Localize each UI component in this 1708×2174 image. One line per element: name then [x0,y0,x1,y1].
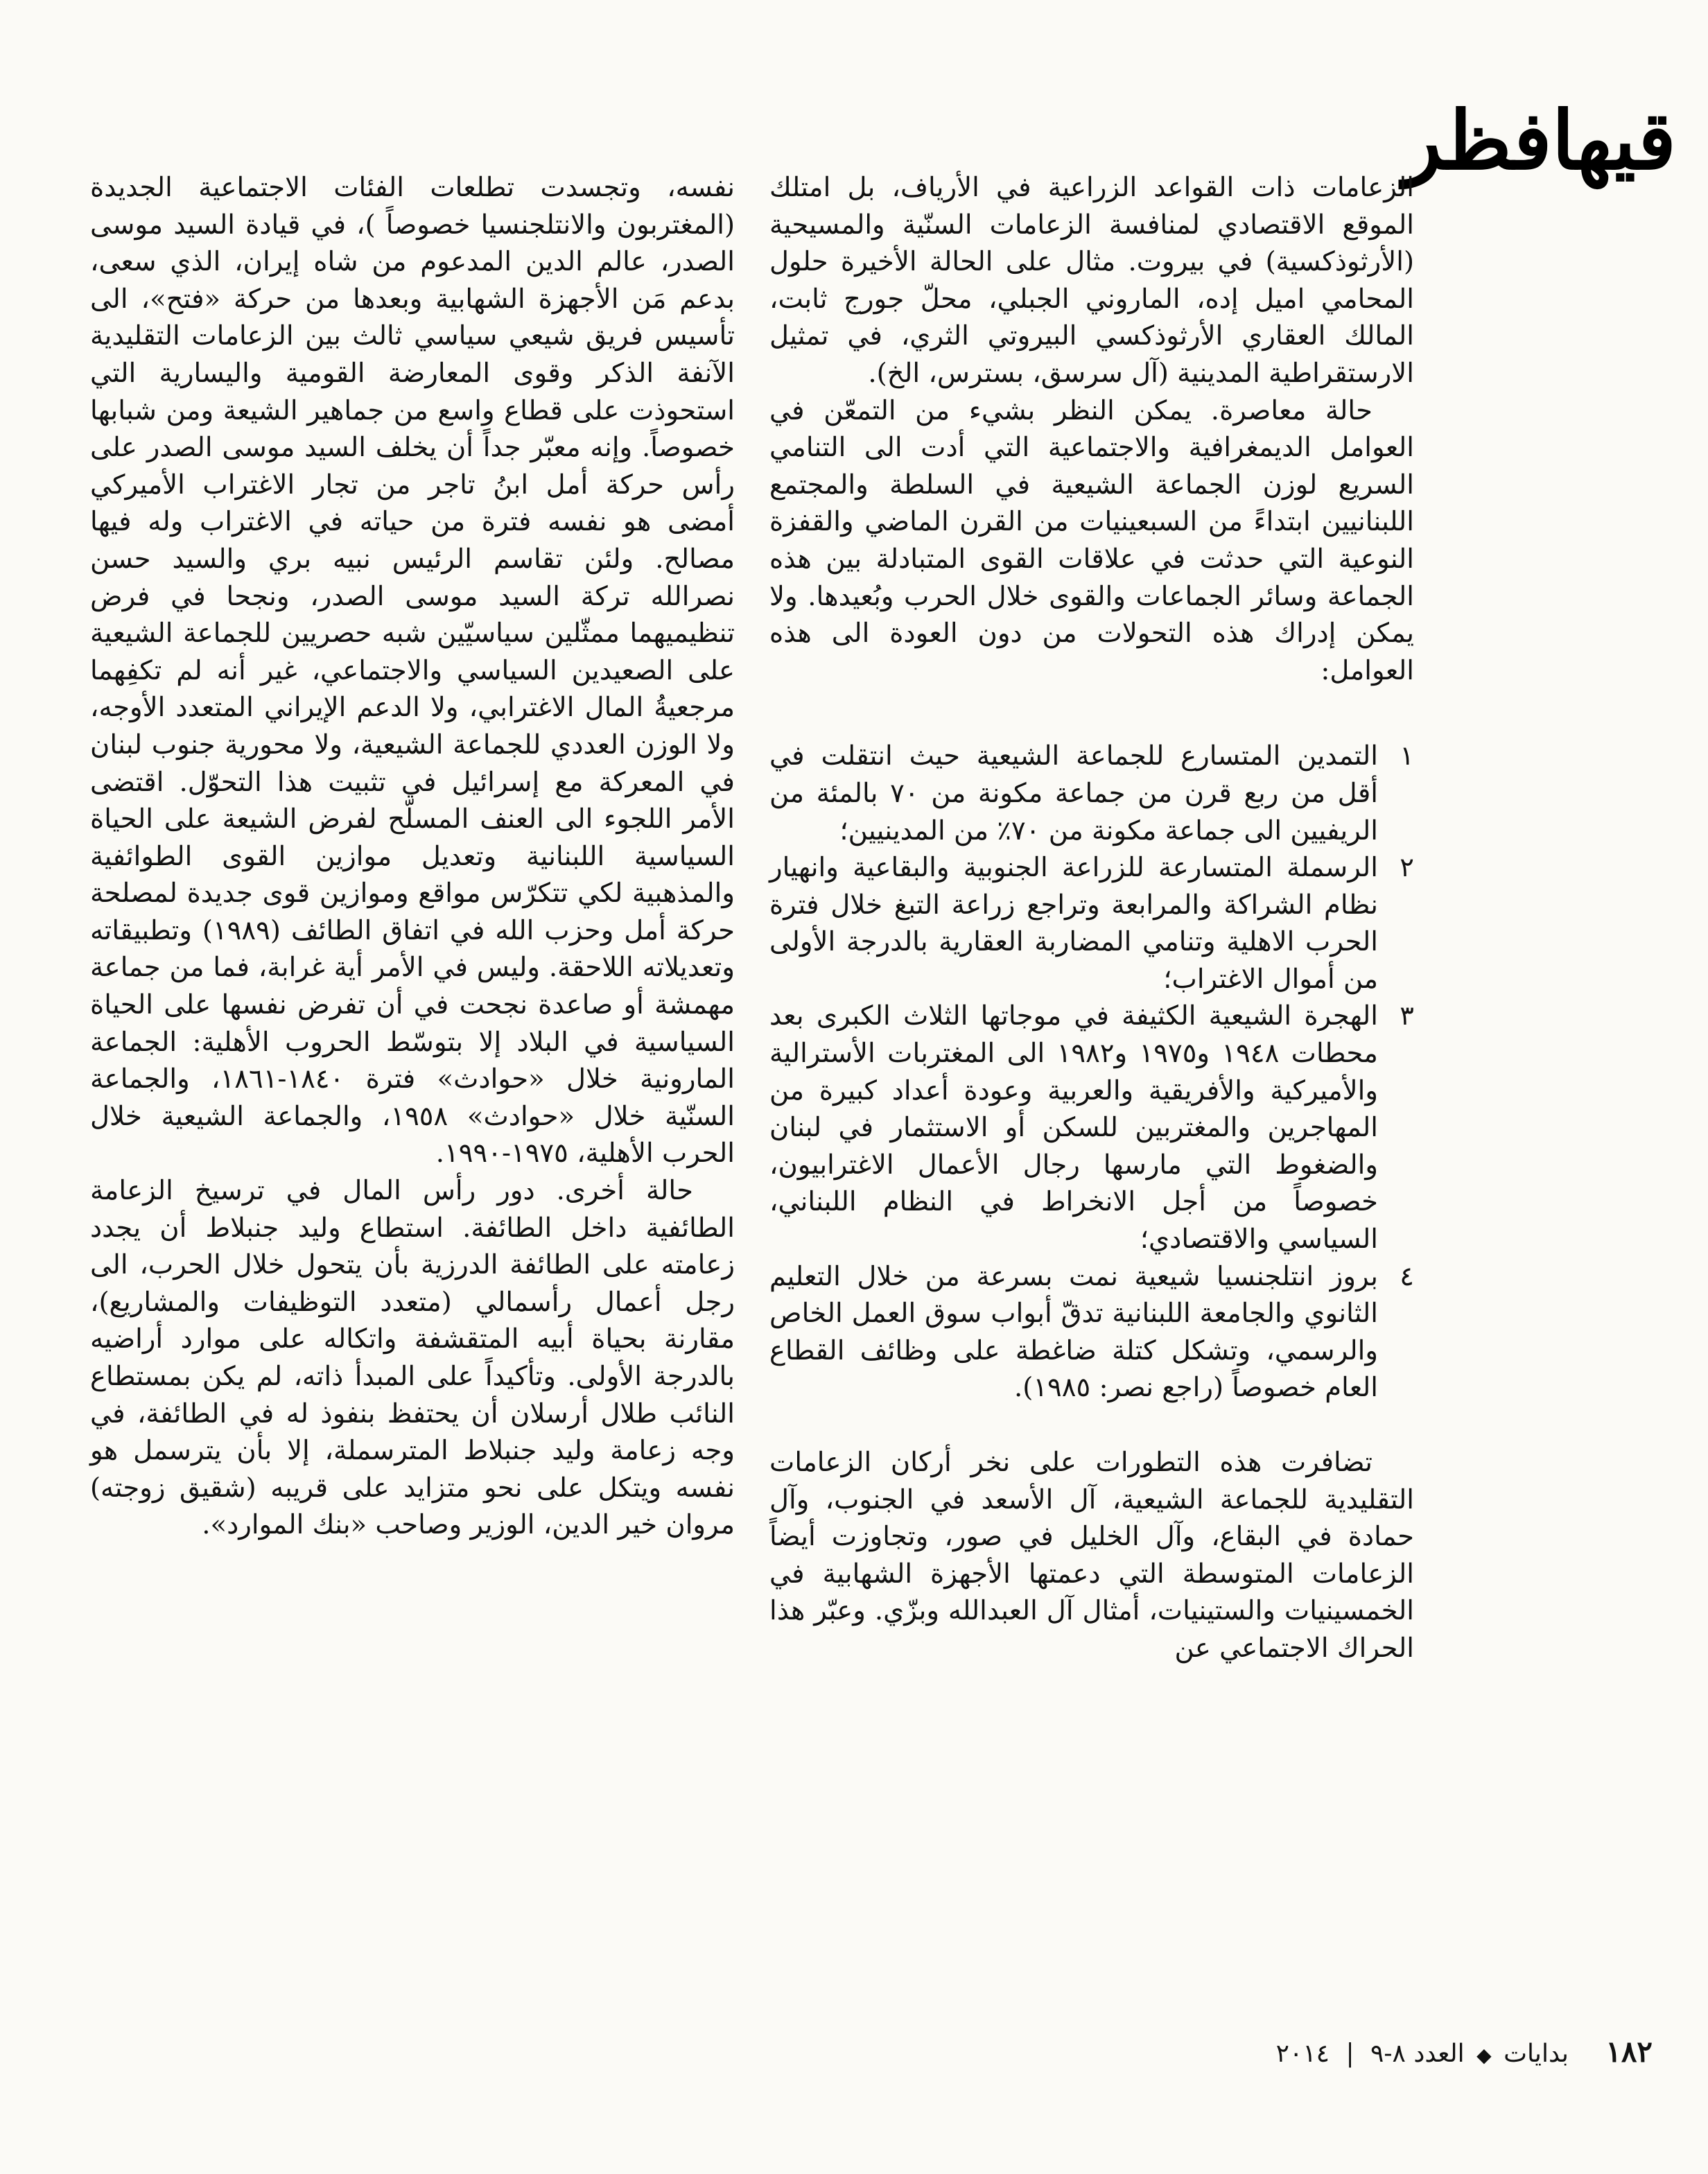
list-number: ٤ [1400,1260,1414,1292]
footer-separator: | [1345,2040,1354,2068]
list-item [769,998,1414,1258]
masthead-logo: قيهافظر [1403,94,1676,188]
list-item-text: التمدين المتسارع للجماعة الشيعية حيث انتقلت في أقل من ربع قرن من جماعة مكونة من ٧٠ بالمئة من الريفيين الى جماعة مكونة من ٧٠٪ من المدينيين؛ [769,740,1378,846]
article-column-left [90,169,735,1544]
paragraph: نفسه، وتجسدت تطلعات الفئات الاجتماعية الجديدة (المغتربون والانتلجنسيا خصوصاً )، في قيادة السيد موسى الصدر، عالم الدين المدعوم من شاه إيران، الذي سعى، بدعم مَن الأجهزة الشهابية وبعدها من حركة «فتح»، الى تأسيس فريق شيعي سياسي ثالث بين الزعامات التقليدية الآنفة الذكر وقوى المعارضة القومية واليسارية التي استحوذت على قطاع واسع من جماهير الشيعة ومن شبابها خصوصاً. وإنه معبّر جداً أن يخلف السيد موسى الصدر على رأس حركة أمل ابنُ تاجر من تجار الاغتراب الأميركي أمضى هو نفسه فترة من حياته في الاغتراب وله فيها مصالح. ولئن تقاسم الرئيس نبيه بري والسيد حسن نصرالله تركة السيد موسى الصدر، ونجحا في فرض تنظيميهما ممثّلين سياسيّين شبه حصريين للجماعة الشيعية على الصعيدين السياسي والاجتماعي، غير أنه لم تكفِهما مرجعيةُ المال الاغترابي، ولا الدعم الإيراني المتعدد الأوجه، ولا الوزن العددي للجماعة الشيعية، ولا محورية جنوب لبنان في المعركة مع إسرائيل في تثبيت هذا التحوّل. اقتضى الأمر اللجوء الى العنف المسلّح لفرض الشيعة على الحياة السياسية اللبنانية وتعديل موازين القوى الطوائفية والمذهبية لكي تتكرّس مواقع وموازين قوى جديدة لمصلحة حركة أمل وحزب الله في اتفاق الطائف (١٩٨٩) وتطبيقاته وتعديلاته اللاحقة. وليس في الأمر أية غرابة، فما من جماعة مهمشة أو صاعدة نجحت في أن تفرض نفسها على الحياة السياسية في البلاد إلا بتوسّط الحروب الأهلية: الجماعة المارونية خلال «حوادث» فترة ١٨٤٠-١٨٦١، والجماعة السنّية خلال «حوادث» ١٩٥٨، والجماعة الشيعية خلال الحرب الأهلية، ١٩٧٥-١٩٩٠. [90,172,735,1169]
paragraph: حالة معاصرة. يمكن النظر بشيء من التمعّن في العوامل الديمغرافية والاجتماعية التي أدت الى التنامي السريع لوزن الجماعة الشيعية في السلطة والمجتمع اللبنانيين ابتداءً من السبعينيات من القرن الماضي والقفزة النوعية التي حدثت في علاقات القوى المتبادلة بين هذه الجماعة وسائر الجماعات والقوى خلال الحرب وبُعيدها. ولا يمكن إدراك هذه التحولات من دون العودة الى هذه العوامل: [769,394,1414,686]
list-item [769,849,1414,998]
page-footer [1276,2035,1653,2072]
paragraph: حالة أخرى. دور رأس المال في ترسيخ الزعامة الطائفية داخل الطائفة. استطاع وليد جنبلاط أن يجدد زعامته على الطائفة الدرزية بأن يتحول خلال الحرب، الى رجل أعمال رأسمالي (متعدد التوظيفات والمشاريع)، مقارنة بحياة أبيه المتقشفة واتكاله على موارد أراضيه بالدرجة الأولى. وتأكيداً على المبدأ ذاته، لم يكن بمستطاع النائب طلال أرسلان أن يحتفظ بنفوذ له في الطائفة، في وجه زعامة وليد جنبلاط المترسملة، إلا بأن يترسمل هو نفسه ويتكل على نحو متزايد على قريبه (شقيق زوجته) مروان خير الدين، الوزير وصاحب «بنك الموارد». [90,1175,735,1541]
journal-name: بدايات [1504,2040,1569,2068]
list-item [769,1258,1414,1407]
diamond-icon: ◆ [1476,2044,1492,2067]
list-number: ٣ [1400,1000,1414,1032]
page-number: ١٨٢ [1605,2035,1653,2069]
list-item-text: الهجرة الشيعية الكثيفة في موجاتها الثلاث الكبرى بعد محطات ١٩٤٨ و١٩٧٥ و١٩٨٢ الى المغتربات الأسترالية والأميركية والأفريقية والعربية وعودة أعداد كبيرة من المهاجرين والمغتربين للسكن أو الاستثمار في لبنان والضغوط التي مارسها رجال الأعمال الاغترابيون، خصوصاً من أجل الانخراط في النظام اللبناني، السياسي والاقتصادي؛ [769,1000,1378,1255]
numbered-list [769,738,1414,1407]
issue-year: ٢٠١٤ [1275,2040,1330,2068]
paragraph: تضافرت هذه التطورات على نخر أركان الزعامات التقليدية للجماعة الشيعية، آل الأسعد في الجنوب، وآل حمادة في البقاع، وآل الخليل في صور، وتجاوزت أيضاً الزعامات المتوسطة التي دعمتها الأجهزة الشهابية في الخمسينيات والستينيات، أمثال آل العبدالله وبزّي. وعبّر هذا الحراك الاجتماعي عن [769,1447,1414,1664]
list-item [769,738,1414,849]
list-item-text: بروز انتلجنسيا شيعية نمت بسرعة من خلال التعليم الثانوي والجامعة اللبنانية تدقّ أبواب سوق العمل الخاص والرسمي، وتشكل كتلة ضاغطة على وظائف القطاع العام خصوصاً (راجع نصر: ١٩٨٥). [769,1260,1378,1404]
list-number: ١ [1400,740,1414,772]
list-number: ٢ [1400,852,1414,884]
issue-label: العدد ٨-٩ [1370,2040,1465,2068]
article-column-right [769,169,1414,1667]
paragraph: الزعامات ذات القواعد الزراعية في الأرياف، بل امتلك الموقع الاقتصادي لمنافسة الزعامات السنّية والمسيحية (الأرثوذكسية) في بيروت. مثال على الحالة الأخيرة حلول المحامي اميل إده، الماروني الجبلي، محلّ جورج ثابت، المالك العقاري الأرثوذكسي البيروتي الثري، في تمثيل الارستقراطية المدينية (آل سرسق، بسترس، الخ). [769,172,1414,389]
list-item-text: الرسملة المتسارعة للزراعة الجنوبية والبقاعية وانهيار نظام الشراكة والمرابعة وتراجع زراعة التبغ خلال فترة الحرب الاهلية وتنامي المضاربة العقارية بالدرجة الأولى من أموال الاغتراب؛ [769,852,1378,995]
